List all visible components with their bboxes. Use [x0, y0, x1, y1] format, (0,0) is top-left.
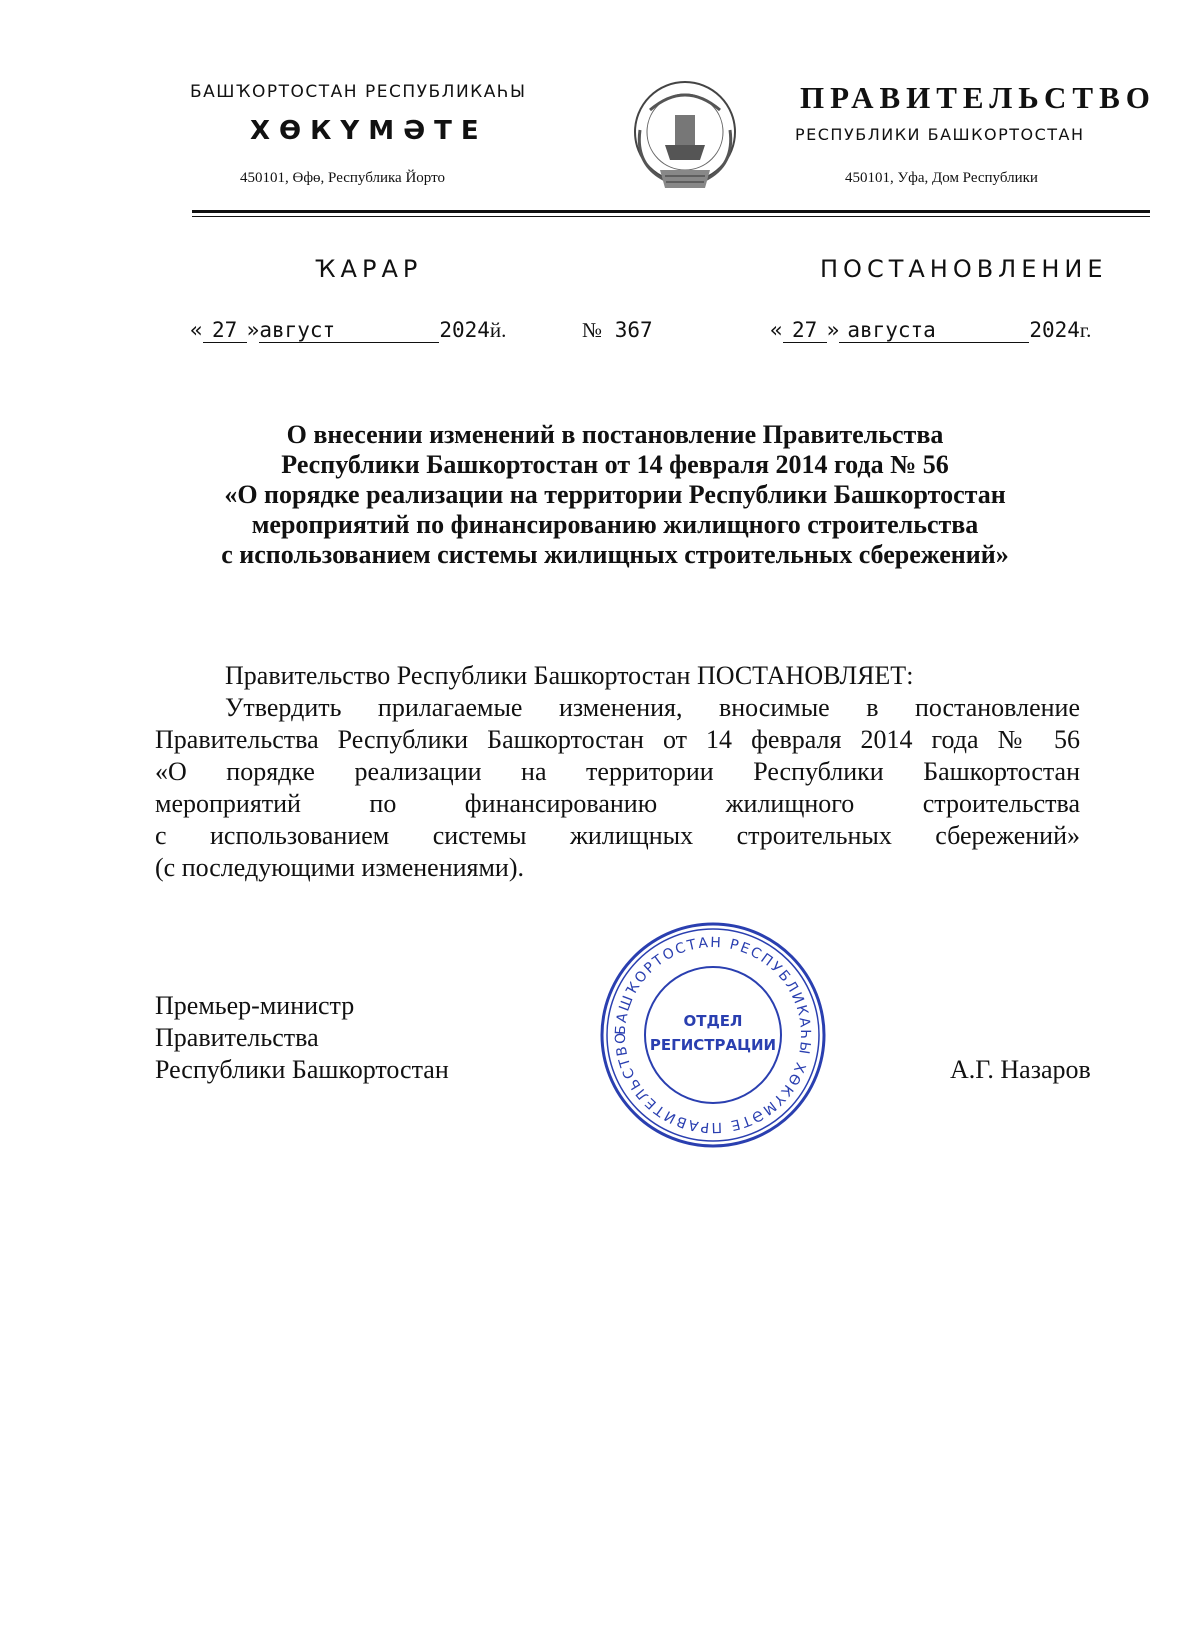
position-line: Республики Башкортостан [155, 1055, 449, 1084]
signatory-name: А.Г. Назаров [950, 1055, 1091, 1084]
date-right [770, 318, 1091, 343]
stamp-center-line2: РЕГИСТРАЦИИ [649, 1036, 777, 1054]
body-line: Правительства Республики Башкортостан от 14 февраля 2014 года № 56 [155, 725, 1080, 754]
date-left-year: 2024 [439, 318, 490, 342]
header-left-line1: БАШҠОРТОСТАН РЕСПУБЛИКАҺЫ [190, 82, 527, 102]
date-left-day: 27 [203, 318, 247, 343]
date-left [190, 318, 506, 343]
coat-of-arms-icon [620, 70, 750, 200]
date-right-day: 27 [783, 318, 827, 343]
doc-type-bashkir: ҠАРАР [315, 255, 423, 283]
body-last-line: (с последующими изменениями). [155, 853, 525, 882]
header-rule-thick [192, 210, 1150, 213]
header-right-line1: ПРАВИТЕЛЬСТВО [800, 80, 1156, 115]
body-line: Утвердить прилагаемые изменения, вносимые в постановление [225, 693, 1080, 722]
doc-type-russian: ПОСТАНОВЛЕНИЕ [820, 255, 1108, 283]
title-line: «О порядке реализации на территории Республики Башкортостан [224, 480, 1006, 509]
date-left-month: август [259, 318, 439, 343]
registration-stamp [598, 920, 828, 1150]
title-line: мероприятий по финансированию жилищного строительства [251, 510, 979, 539]
date-right-close-quote: » [826, 318, 840, 342]
header-right-address: 450101, Уфа, Дом Республики [845, 170, 1038, 186]
date-left-suffix: й. [489, 318, 507, 342]
title-line: Республики Башкортостан от 14 февраля 2014 года № 56 [281, 450, 949, 479]
number-sign: № [582, 318, 603, 342]
body-line: с использованием системы жилищных строительных сбережений» [155, 821, 1080, 850]
body-line: мероприятий по финансированию жилищного строительства [155, 789, 1080, 818]
document-title [150, 420, 1080, 570]
date-left-open-quote: « [190, 318, 203, 342]
header-left-address: 450101, Өфө, Республика Йорто [240, 170, 445, 186]
title-line: О внесении изменений в постановление Правительства [286, 420, 944, 449]
title-line: с использованием системы жилищных строительных сбережений» [221, 540, 1009, 569]
header-left-line2: ХӨКҮМӘТЕ [250, 116, 488, 146]
date-right-year: 2024 [1029, 318, 1080, 342]
position-line: Премьер-министр [155, 991, 355, 1020]
position-line: Правительства [155, 1023, 319, 1052]
header-rule-thin [192, 216, 1150, 217]
date-left-close-quote: » [246, 318, 260, 342]
stamp-center-line1: ОТДЕЛ [683, 1012, 743, 1030]
body-line: «О порядке реализации на территории Республики Башкортостан [155, 757, 1080, 786]
document-number [582, 318, 653, 343]
date-right-open-quote: « [770, 318, 783, 342]
stamp-outer-text: БАШҠОРТОСТАН РЕСПУБЛИКАҺЫ ХӨКҮМӘТЕ ПРАВИТЕЛЬСТВО [612, 934, 814, 1136]
number-value: 367 [614, 318, 653, 342]
header-right-line2: РЕСПУБЛИКИ БАШКОРТОСТАН [795, 125, 1085, 144]
date-right-suffix: г. [1079, 318, 1092, 342]
body-preamble: Правительство Республики Башкортостан ПОСТАНОВЛЯЕТ: [225, 661, 914, 690]
signatory-position [155, 990, 449, 1086]
date-right-month: августа [839, 318, 1029, 343]
document-body [155, 660, 1080, 884]
